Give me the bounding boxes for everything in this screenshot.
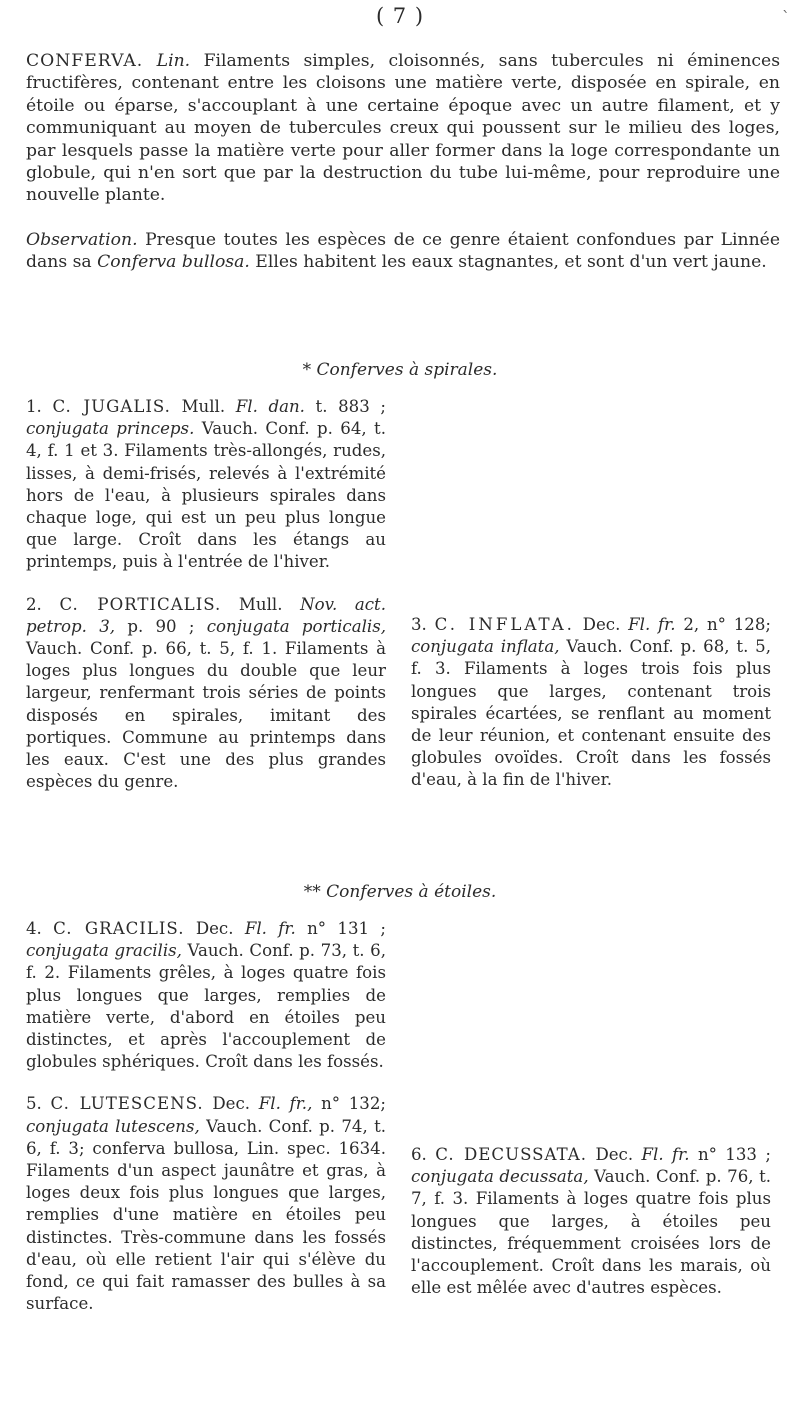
entry-number: 6. (411, 1145, 427, 1164)
observation-paragraph (26, 229, 780, 274)
species-name: C. JUGALIS. (52, 397, 171, 416)
corner-mark: ˋ (782, 8, 790, 27)
species-entry (26, 1093, 386, 1315)
entry-number: 4. (26, 919, 42, 938)
species-name: C. GRACILIS. (53, 919, 185, 938)
entry-text: Vauch. Conf. p. 66, t. 5, f. 1. Filaments à loges plus longues du double que leur largeur, renfermant trois séries de points disposés en spirales, imitant des portiques. Commune au printemps dans les eaux. C'est une des plus grandes espèces du genre. (26, 639, 386, 792)
section-title: Conferves à spirales. (316, 360, 498, 380)
column-left-etoiles (26, 918, 386, 1335)
column-right-etoiles (411, 918, 771, 1319)
observation-species: Conferva bullosa. (97, 252, 250, 273)
entry-synonym: conjugata gracilis, (26, 941, 182, 961)
section-marker: * (302, 360, 312, 380)
observation-text-1: Presque toutes les espèces de ce genre étaient confondues par Linnée dans sa (26, 229, 780, 273)
column-right-spirales (411, 396, 771, 812)
entry-synonym: conjugata lutescens, (26, 1116, 200, 1136)
entry-synonym: conjugata decussata, (411, 1167, 589, 1187)
section-marker: ** (303, 882, 321, 902)
entry-reference: Fl. fr. (244, 919, 296, 938)
genus-description (26, 50, 780, 274)
entry-author: Mull. (238, 594, 283, 614)
entry-reference-2: 2, n° 128; (683, 615, 771, 634)
entry-synonym: conjugata princeps. (26, 419, 195, 439)
entry-text: Vauch. Conf. p. 76, t. 7, f. 3. Filaments à loges quatre fois plus longues que larges, à étoiles peu distinctes, fréquemment croisées lors de l'accouplement. Croît dans les marais, où elle est mêlée avec d'autres espèces. (411, 1167, 772, 1298)
genus-paragraph (26, 50, 780, 207)
genus-author: Lin. (156, 51, 191, 71)
entry-reference-2: t. 883 ; (315, 397, 386, 416)
entry-number: 5. (26, 1094, 42, 1114)
species-entry (411, 1144, 771, 1299)
observation-label: Observation. (26, 229, 138, 250)
species-name: C. LUTESCENS. (50, 1094, 204, 1114)
genus-text: Filaments simples, cloisonnés, sans tubercules ni éminences fructifères, contenant entre les cloisons une matière verte, disposée en spirale, en étoile ou éparse, s'accouplant à une certaine époque avec un autre filament, et y communiquant au moyen de tubercules creux qui poussent sur le milieu des loges, par lesquels passe la matière verte pour aller former dans la loge correspondante un globule, qui n'en sort que par la destruction du tube lui-même, pour reproduire une nouvelle plante. (26, 51, 781, 206)
entry-reference: Fl. fr., (258, 1094, 313, 1114)
entry-reference-2: n° 133 ; (697, 1145, 771, 1164)
section-title: Conferves à étoiles. (326, 882, 497, 902)
species-name: C. DECUSSATA. (435, 1145, 588, 1164)
entry-author: Mull. (181, 397, 226, 416)
entry-reference-2: n° 131 ; (307, 919, 387, 938)
entry-text: Vauch. Conf. p. 74, t. 6, f. 3; conferva bullosa, Lin. spec. 1634. Filaments d'un aspect jaunâtre et gras, à loges deux fois plus longues que larges, remplies d'une matière en étoiles peu distinctes. Très-commune dans les fossés d'eau, où elle retient l'air qui s'élève du fond, ce qui fait ramasser des bulles à sa surface. (26, 1116, 387, 1314)
entry-number: 3. (411, 615, 427, 634)
species-name: C. PORTICALIS. (59, 594, 222, 614)
entry-text: Vauch. Conf. p. 64, t. 4, f. 1 et 3. Filaments très-allongés, rudes, lisses, à demi-frisés, relevés à l'extrémité hors de l'eau, à plusieurs spirales dans chaque loge, qui est un peu plus longue que large. Croît dans les étangs au printemps, puis à l'entrée de l'hiver. (26, 419, 386, 572)
entry-reference: Fl. dan. (235, 397, 305, 416)
entry-number: 2. (26, 594, 42, 614)
species-name: C. INFLATA. (434, 615, 575, 634)
column-left-spirales (26, 396, 386, 813)
entry-author: Dec. (195, 919, 234, 938)
entry-synonym: conjugata inflata, (411, 637, 560, 657)
page-number: ( 7 ) (375, 4, 425, 28)
entry-reference: Fl. fr. (628, 615, 676, 634)
entry-reference-2: n° 132; (321, 1094, 387, 1114)
entry-number: 1. (26, 397, 42, 416)
section-heading-etoiles (0, 882, 800, 902)
species-entry (26, 918, 386, 1073)
species-entry (411, 614, 771, 792)
species-entry (26, 396, 386, 574)
section-heading-spirales (0, 360, 800, 380)
entry-reference: Fl. fr. (641, 1145, 690, 1164)
entry-author: Dec. (212, 1094, 251, 1114)
entry-text: Vauch. Conf. p. 73, t. 6, f. 2. Filaments grêles, à loges quatre fois plus longues que larges, remplies de matière verte, d'abord en étoiles peu distinctes, et après l'accouplement de globules sphériques. Croît dans les fossés. (26, 941, 386, 1072)
genus-term: CONFERVA. (26, 51, 144, 71)
entry-author: Dec. (595, 1145, 634, 1164)
entry-synonym: conjugata porticalis, (206, 616, 387, 636)
entry-reference: Nov. act. petrop. 3, (26, 594, 386, 636)
entry-text: Vauch. Conf. p. 68, t. 5, f. 3. Filaments à loges trois fois plus longues que larges, contenant trois spirales écartées, se renflant au moment de leur réunion, et contenant ensuite des globules ovoïdes. Croît dans les fossés d'eau, à la fin de l'hiver. (411, 637, 771, 790)
observation-text-2: Elles habitent les eaux stagnantes, et sont d'un vert jaune. (255, 252, 767, 273)
entry-author: Dec. (582, 615, 621, 634)
entry-reference-2: p. 90 ; (127, 616, 195, 636)
species-entry (26, 594, 386, 794)
